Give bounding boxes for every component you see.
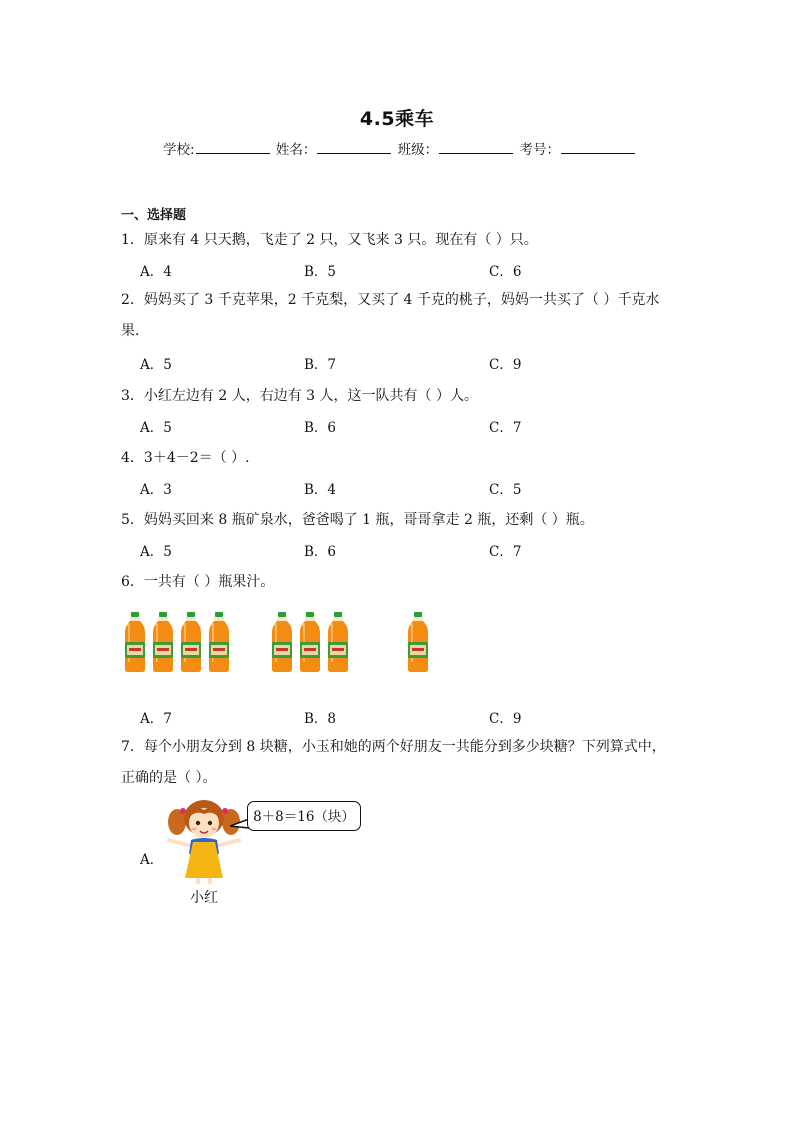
juice-bottle-group-3 — [270, 612, 354, 672]
q4-option-a[interactable]: A．3 — [140, 482, 172, 498]
juice-bottle-group-1 — [406, 612, 434, 672]
juice-bottle-group-4 — [123, 612, 235, 672]
question-2: 2．妈妈买了 3 千克苹果，2 千克梨，又买了 4 千克的桃子，妈妈一共买了（ ）千克水果． — [121, 292, 660, 339]
q2-option-b[interactable]: B．7 — [304, 357, 337, 373]
q5-option-b[interactable]: B．6 — [304, 544, 337, 560]
speech-bubble: 8＋8＝16（块） — [247, 801, 361, 831]
q6-option-b[interactable]: B．8 — [304, 711, 337, 727]
question-7: 7．每个小朋友分到 8 块糖，小玉和她的两个好朋友一共能分到多少块糖？下列算式中，正确的是（ ）。 — [121, 739, 666, 786]
question-1: 1．原来有 4 只天鹅，飞走了 2 只，又飞来 3 只。现在有（ ）只。 — [121, 232, 538, 248]
juice-bottle — [406, 612, 430, 672]
q5-option-c[interactable]: C．7 — [489, 544, 522, 560]
q2-option-a[interactable]: A．5 — [140, 357, 172, 373]
class-blank[interactable] — [439, 140, 513, 154]
juice-bottle — [179, 612, 203, 672]
question-5: 5．妈妈买回来 8 瓶矿泉水，爸爸喝了 1 瓶，哥哥拿走 2 瓶，还剩（ ）瓶。 — [121, 512, 594, 528]
juice-bottle — [207, 612, 231, 672]
q3-option-a[interactable]: A．5 — [140, 420, 172, 436]
juice-bottle — [270, 612, 294, 672]
q3-option-b[interactable]: B．6 — [304, 420, 337, 436]
question-6: 6．一共有（ ）瓶果汁。 — [121, 574, 275, 590]
q4-option-b[interactable]: B．4 — [304, 482, 337, 498]
q5-option-a[interactable]: A．5 — [140, 544, 172, 560]
q4-option-c[interactable]: C．5 — [489, 482, 522, 498]
juice-bottle — [298, 612, 322, 672]
exam-no-label: 考号： — [519, 142, 560, 158]
q1-option-a[interactable]: A．4 — [140, 264, 172, 280]
exam-no-blank[interactable] — [561, 140, 635, 154]
name-blank[interactable] — [317, 140, 391, 154]
question-3: 3．小红左边有 2 人，右边有 3 人，这一队共有（ ）人。 — [121, 388, 478, 404]
juice-bottle — [123, 612, 147, 672]
q2-option-c[interactable]: C．9 — [489, 357, 522, 373]
name-label: 姓名： — [275, 142, 317, 158]
q1-option-b[interactable]: B．5 — [304, 264, 337, 280]
q6-option-a[interactable]: A．7 — [140, 711, 172, 727]
class-label: 班级： — [397, 142, 439, 158]
q3-option-c[interactable]: C．7 — [489, 420, 522, 436]
juice-bottle — [151, 612, 175, 672]
page-title: 4.5乘车 — [359, 108, 435, 130]
juice-bottle — [326, 612, 350, 672]
girl-illustration — [163, 798, 245, 886]
question-4: 4．3＋4－2＝（ ）. — [121, 450, 250, 466]
q7-option-a[interactable]: A． — [140, 852, 164, 868]
character-name: 小红 — [190, 890, 218, 906]
school-label: 学校: — [163, 142, 195, 158]
q1-option-c[interactable]: C．6 — [489, 264, 522, 280]
student-info-line — [163, 138, 637, 158]
q6-option-c[interactable]: C．9 — [489, 711, 522, 727]
school-blank[interactable] — [196, 140, 270, 154]
section-heading: 一、选择题 — [121, 208, 187, 223]
